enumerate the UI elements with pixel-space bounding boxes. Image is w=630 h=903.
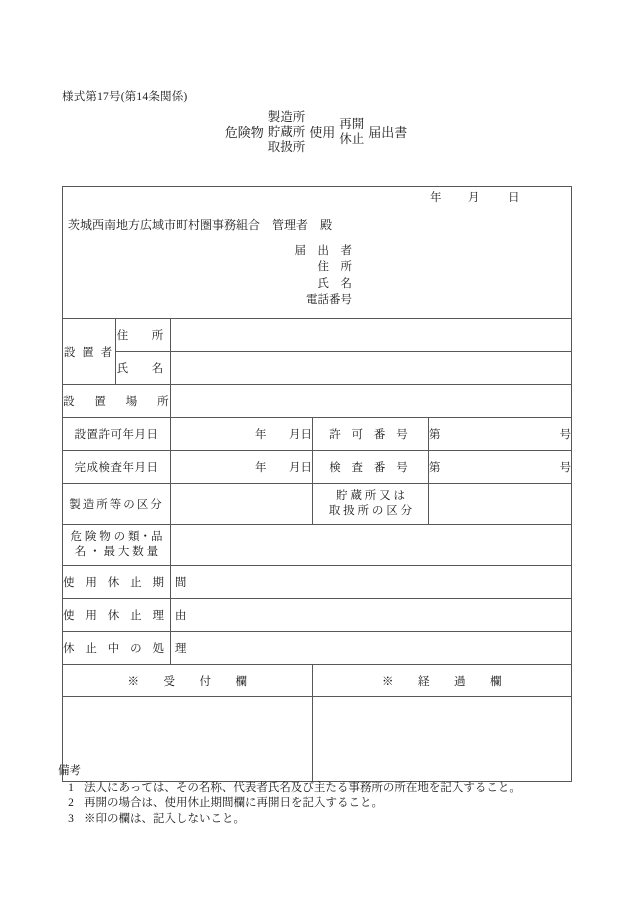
storage-category-label: [313, 484, 429, 525]
inspection-date-value[interactable]: [171, 451, 313, 484]
hazmat-label: [63, 525, 171, 566]
suspension-reason-row: [63, 599, 572, 632]
storage-category-value[interactable]: [429, 484, 572, 525]
submission-date-day: 日: [508, 192, 520, 204]
suspension-period-value[interactable]: [171, 566, 572, 599]
handling-during-value[interactable]: [171, 632, 572, 665]
hazmat-label-line1: 危 険 物 の 類・品: [70, 531, 163, 544]
inspection-number-suffix: 号: [559, 462, 572, 474]
submitter-address-label[interactable]: 住 所: [317, 261, 352, 274]
submitter-name-label[interactable]: 氏 名: [317, 277, 352, 290]
document-title: [0, 110, 630, 154]
note-number: 1: [68, 781, 74, 794]
note-item: [58, 814, 521, 826]
note-text: 再開の場合は、使用休止期間欄に再開日を記入すること。: [84, 797, 383, 809]
hazmat-value[interactable]: [171, 525, 572, 566]
title-lead: 危険物: [224, 124, 264, 140]
inspection-date-label: 完成検査年月日: [63, 451, 171, 484]
title-middle: 使用: [309, 124, 336, 140]
permit-number-prefix: 第: [429, 429, 441, 441]
title-status-options: [337, 117, 366, 147]
install-location-row: [63, 385, 572, 418]
storage-category-label-line1: 貯 蔵 所 又 は: [336, 490, 405, 503]
title-tail: 届出書: [368, 124, 408, 140]
category-row: [63, 484, 572, 525]
installer-name-label: 氏 名: [116, 352, 171, 385]
inspection-number-value[interactable]: [429, 451, 572, 484]
installer-label: 設 置 者: [63, 319, 116, 385]
notes-heading: 備考: [58, 765, 81, 777]
note-number: 2: [68, 797, 74, 809]
permit-row: [63, 418, 572, 451]
note-text: ※印の欄は、記入しないこと。: [84, 812, 245, 825]
category-value[interactable]: [171, 484, 313, 525]
addressee-line: 茨城西南地方広域市町村圏事務組合 管理者 殿: [68, 218, 333, 232]
submission-date-line[interactable]: [430, 189, 520, 205]
handling-during-label: 休 止 中 の 処 理: [63, 632, 171, 665]
submitter-phone-label[interactable]: 電話番号: [306, 293, 352, 306]
installer-address-value[interactable]: [171, 319, 572, 352]
installer-name-row: [63, 352, 572, 385]
title-facility-option-3: 取扱所: [267, 139, 306, 154]
permit-number-suffix: 号: [559, 429, 572, 441]
note-text: 法人にあっては、その名称、代表者氏名及び主たる事務所の所在地を記入すること。: [84, 781, 521, 794]
inspection-row: [63, 451, 572, 484]
submission-date-year: 年: [430, 192, 442, 204]
permit-date-day: 日: [300, 429, 312, 441]
progress-column-header: ※ 経 過 欄: [313, 665, 572, 697]
notes-section: [58, 766, 521, 829]
handling-during-row: [63, 632, 572, 665]
inspection-date-year: 年: [255, 462, 267, 474]
inspection-date-month: 月: [289, 462, 301, 474]
title-facility-option-1: 製造所: [267, 110, 306, 124]
storage-category-label-line2: 取 扱 所 の 区 分: [328, 505, 413, 517]
hazmat-label-line2: 名 ・ 最 大 数 量: [74, 546, 159, 558]
suspension-period-row: [63, 566, 572, 599]
inspection-number-prefix: 第: [429, 462, 441, 474]
installer-name-value[interactable]: [171, 352, 572, 385]
install-location-label: 設 置 場 所: [63, 385, 171, 418]
office-use-header-row: [63, 665, 572, 697]
receipt-column-header: ※ 受 付 欄: [63, 665, 313, 697]
suspension-reason-label: 使 用 休 止 理 由: [63, 599, 171, 632]
permit-date-label: 設置許可年月日: [63, 418, 171, 451]
note-item: [58, 783, 521, 795]
title-status-option-1: 再開: [339, 117, 365, 132]
note-item: [58, 798, 521, 810]
suspension-period-label: 使 用 休 止 期 間: [63, 566, 171, 599]
title-facility-option-2: 貯蔵所: [267, 124, 306, 139]
permit-date-month: 月: [289, 429, 301, 441]
category-label: 製造所等の区分: [63, 484, 171, 525]
permit-number-label: 許 可 番 号: [313, 418, 429, 451]
form-number: 様式第17号(第14条関係): [62, 91, 188, 103]
title-facility-options: [266, 110, 308, 154]
installer-address-label: 住 所: [116, 319, 171, 352]
install-location-value[interactable]: [171, 385, 572, 418]
note-number: 3: [68, 812, 74, 825]
permit-date-value[interactable]: [171, 418, 313, 451]
submitter-title: 届 出 者: [294, 245, 352, 257]
title-status-option-2: 休止: [339, 132, 365, 147]
inspection-number-label: 検 査 番 号: [313, 451, 429, 484]
permit-date-year: 年: [255, 429, 267, 441]
inspection-date-day: 日: [300, 462, 312, 474]
suspension-reason-value[interactable]: [171, 599, 572, 632]
installer-address-row: [63, 319, 572, 352]
permit-number-value[interactable]: [429, 418, 572, 451]
submitter-block: [240, 243, 352, 308]
hazmat-row: [63, 525, 572, 566]
submission-date-month: 月: [468, 192, 480, 204]
